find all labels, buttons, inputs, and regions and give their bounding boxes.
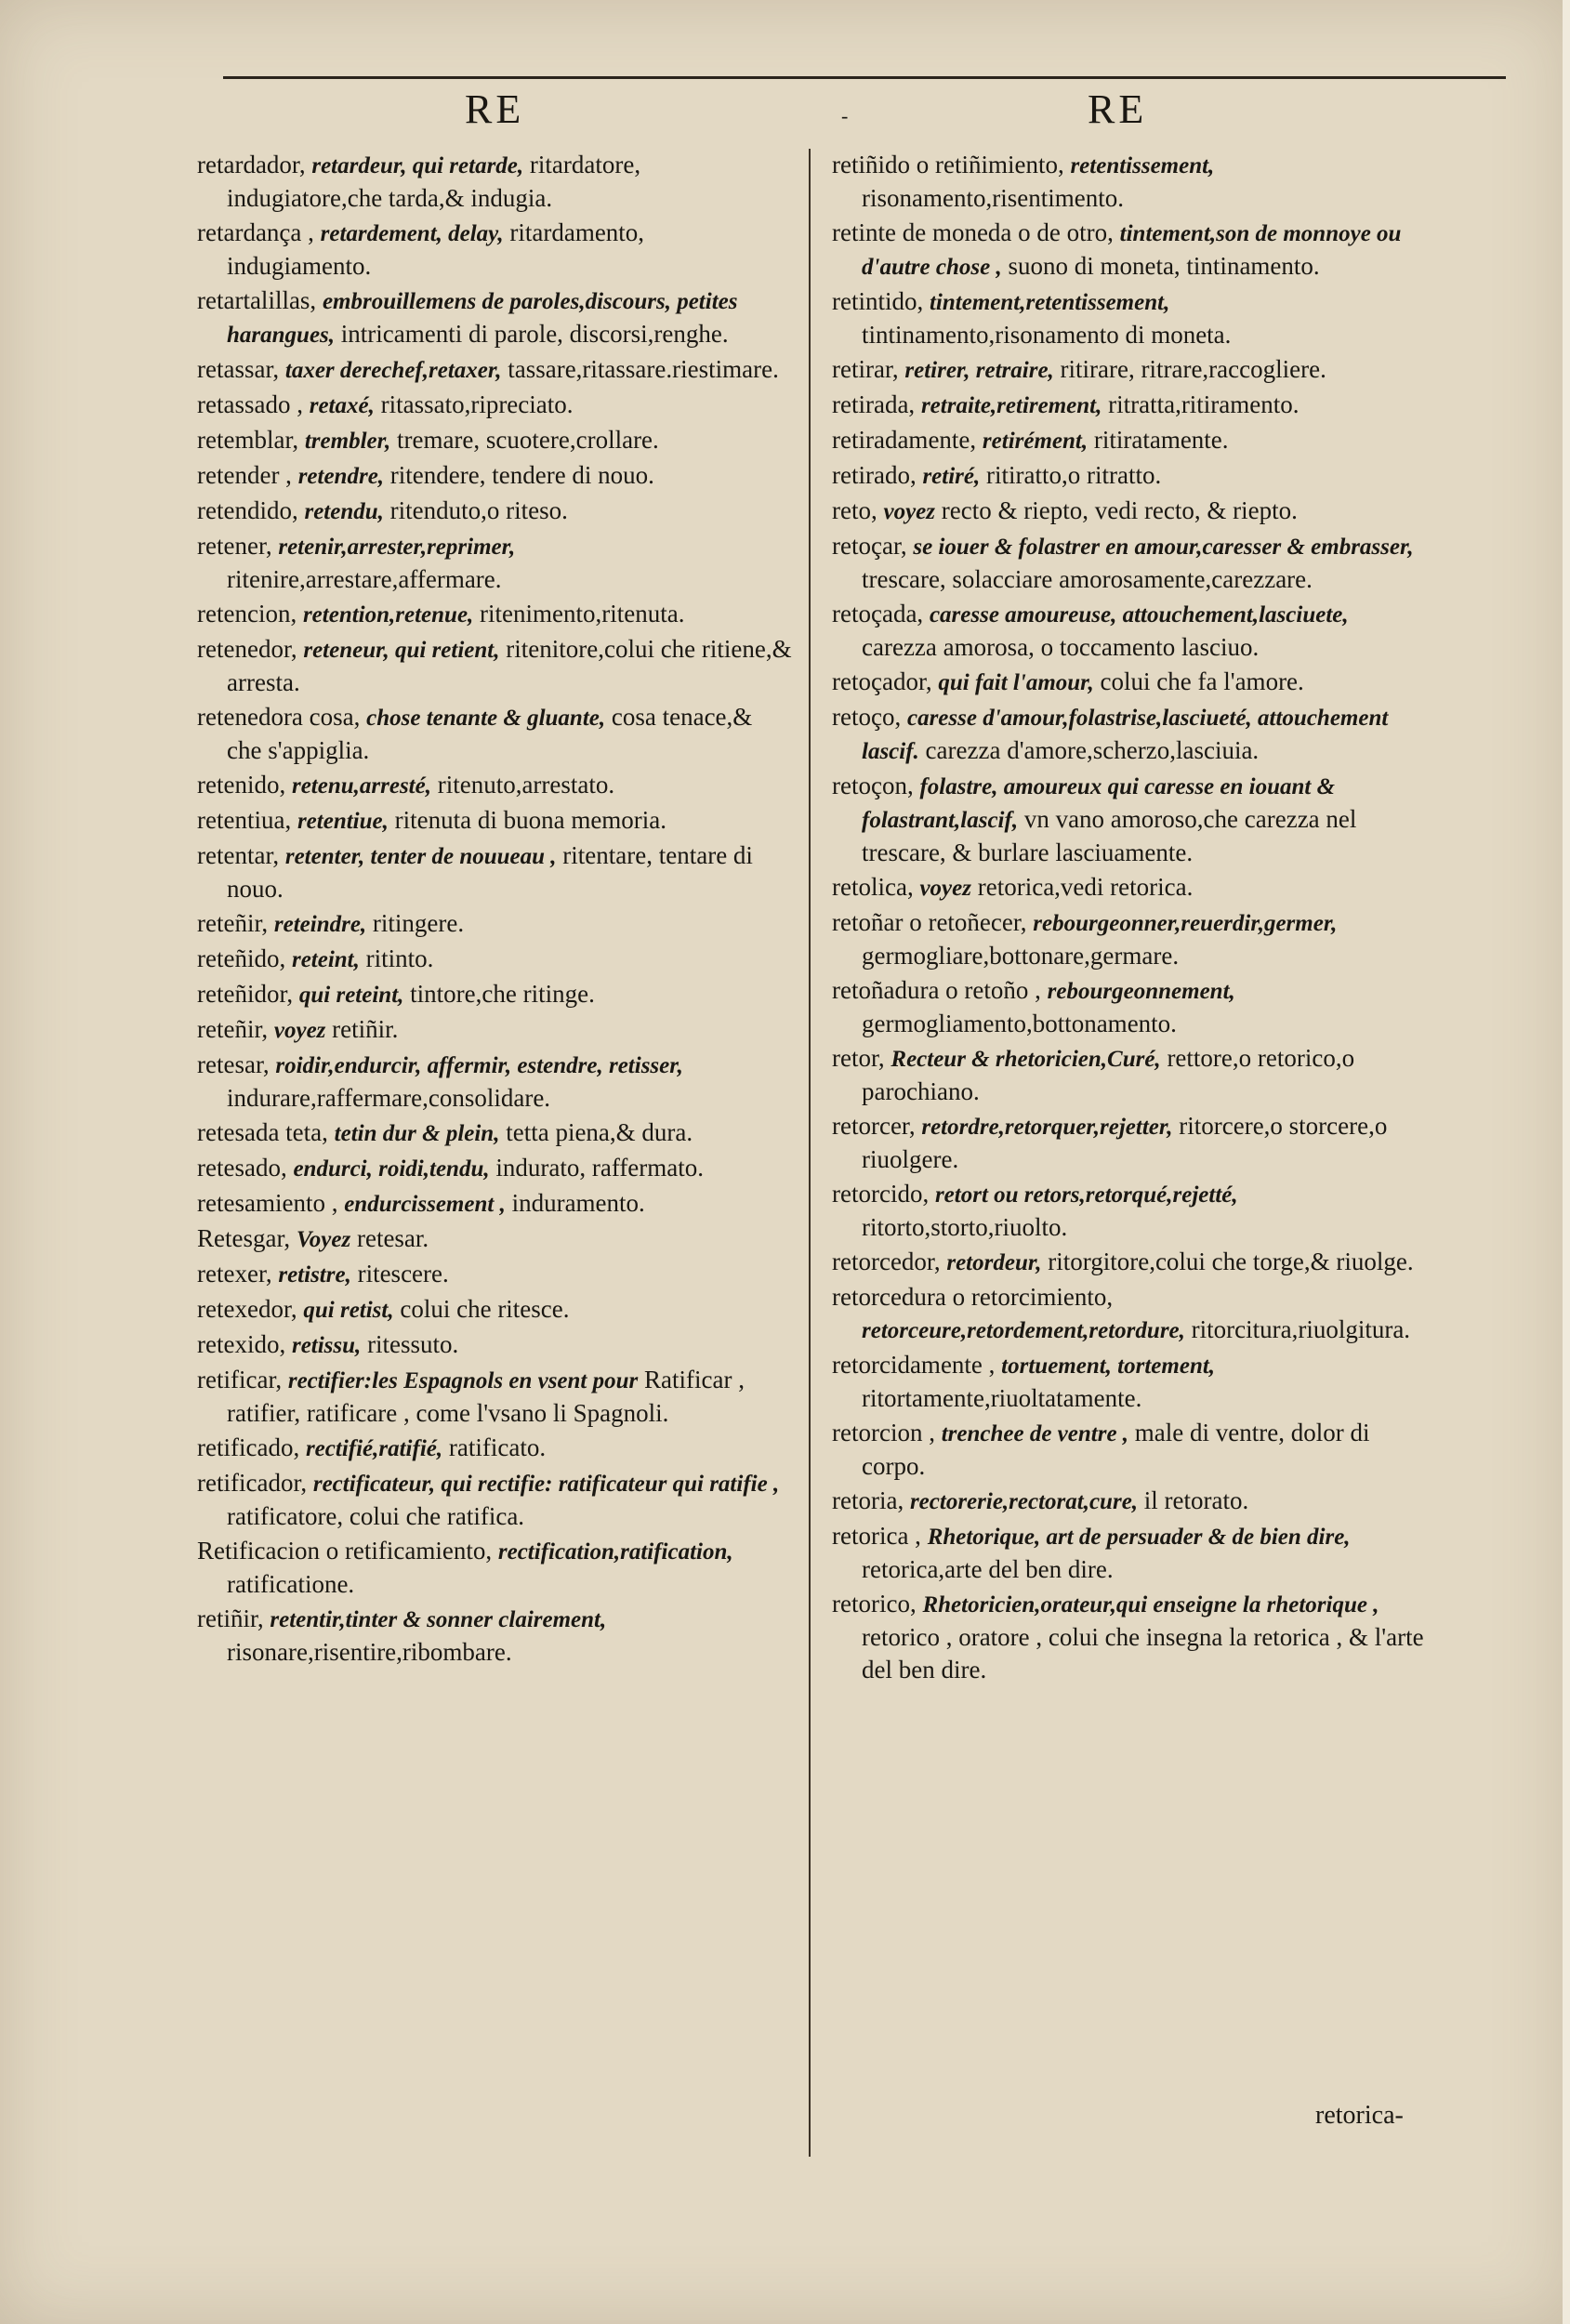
- dictionary-entry: [832, 285, 1427, 351]
- entry-italian: ritardamento, indugiamento.: [227, 218, 645, 280]
- entry-headword: retorcion ,: [832, 1419, 935, 1446]
- entry-french: retendu,: [304, 499, 384, 524]
- entry-headword: retenido,: [197, 771, 286, 799]
- dictionary-entry: [832, 149, 1427, 215]
- entry-italian: ritenitore,colui che ritiene,& arresta.: [227, 635, 792, 696]
- entry-italian: ritenimento,ritenuta.: [480, 600, 685, 627]
- entry-french: reteneur, qui retient,: [303, 638, 500, 663]
- entry-italian: tintore,che ritinge.: [410, 980, 595, 1008]
- entry-italian: retorico , oratore , colui che insegna la retorica , & l'arte del ben dire.: [862, 1623, 1424, 1684]
- entry-headword: retificado,: [197, 1433, 300, 1461]
- entry-headword: retesamiento ,: [197, 1189, 338, 1217]
- entry-headword: retardança ,: [197, 218, 314, 246]
- entry-headword: retiradamente,: [832, 426, 977, 454]
- entry-italian: ritorcitura,riuolgitura.: [1191, 1315, 1411, 1343]
- entry-italian: retesar.: [356, 1224, 429, 1252]
- entry-italian: indurato, raffermato.: [495, 1154, 705, 1182]
- entry-headword: retoçada,: [832, 600, 924, 627]
- dictionary-entry: [832, 770, 1427, 869]
- entry-headword: retoçar,: [832, 532, 907, 560]
- entry-italian: germogliare,bottonare,germare.: [862, 942, 1180, 970]
- dictionary-entry: [832, 1110, 1427, 1176]
- entry-italian: tetta piena,& dura.: [506, 1118, 693, 1146]
- dictionary-entry: [197, 701, 792, 767]
- entry-french: tortuement, tortement,: [1001, 1353, 1216, 1379]
- dictionary-entry: [832, 530, 1427, 596]
- dictionary-entry: [197, 353, 792, 387]
- entry-french: retentissement,: [1070, 153, 1215, 178]
- dictionary-entry: [197, 1222, 792, 1256]
- entry-italian: ritenire,arrestare,affermare.: [227, 565, 502, 593]
- dictionary-entry: [197, 424, 792, 457]
- entry-italian: rettore,o retorico,o parochiano.: [862, 1044, 1355, 1105]
- entry-headword: retesado,: [197, 1154, 287, 1182]
- dictionary-entry: [832, 459, 1427, 493]
- entry-italian: ritingere.: [372, 909, 465, 937]
- entry-french: retaxé,: [309, 393, 375, 418]
- entry-headword: retoçon,: [832, 772, 914, 799]
- dictionary-entry: [197, 839, 792, 905]
- entry-french: reteint,: [291, 947, 360, 972]
- dictionary-entry: [832, 353, 1427, 387]
- entry-french: tintement,son de monnoye ou d'autre chose ,: [862, 221, 1402, 280]
- entry-italian: ritorto,storto,riuolto.: [862, 1213, 1068, 1241]
- entry-headword: retassado ,: [197, 390, 303, 418]
- entry-french: roidir,endurcir, affermir, estendre, retisser,: [275, 1053, 683, 1078]
- entry-italian: ratificato.: [448, 1433, 547, 1461]
- dictionary-entry: [832, 1520, 1427, 1586]
- dictionary-entry: [197, 1013, 792, 1047]
- dictionary-entry: [832, 1588, 1427, 1686]
- entry-italian: ritendere, tendere di nouo.: [389, 461, 654, 489]
- dictionary-entry: [832, 598, 1427, 664]
- entry-french: retort ou retors,retorqué,rejetté,: [934, 1182, 1238, 1208]
- entry-headword: retirado,: [832, 461, 917, 489]
- dictionary-entry: [832, 1246, 1427, 1279]
- entry-french: embrouillemens de paroles,discours, petites harangues,: [227, 289, 738, 348]
- entry-headword: retorcer,: [832, 1112, 916, 1140]
- entry-french: retistre,: [278, 1262, 351, 1287]
- dictionary-entry: [197, 943, 792, 976]
- entry-headword: retorcidamente ,: [832, 1351, 996, 1379]
- entry-french: tintement,retentissement,: [929, 290, 1170, 315]
- entry-headword: retorcedura o retorcimiento,: [832, 1283, 1114, 1311]
- entry-french: se iouer & folastrer en amour,caresser & embrasser,: [913, 535, 1414, 560]
- column-divider: [809, 149, 811, 2157]
- entry-headword: retorico,: [832, 1590, 917, 1618]
- entry-french: rectificateur, qui rectifie: ratificateur qui ratifie ,: [312, 1472, 780, 1497]
- entry-italian: risonare,risentire,ribombare.: [227, 1638, 512, 1666]
- entry-french: retirément,: [982, 429, 1088, 454]
- page-edge: [1563, 0, 1570, 2324]
- dictionary-entry: [832, 666, 1427, 699]
- entry-headword: retoñar o retoñecer,: [832, 908, 1027, 936]
- entry-headword: retesar,: [197, 1050, 270, 1078]
- dictionary-entry: [832, 424, 1427, 457]
- dictionary-entry: [832, 1281, 1427, 1347]
- entry-headword: retencion,: [197, 600, 297, 627]
- entry-italian: carezza d'amore,scherzo,lasciuia.: [925, 736, 1260, 764]
- entry-italian: carezza amorosa, o toccamento lasciuo.: [862, 633, 1260, 661]
- entry-french: retardeur, qui retarde,: [311, 153, 524, 178]
- entry-italian: male di ventre, dolor di corpo.: [862, 1419, 1370, 1480]
- dictionary-entry: [197, 1535, 792, 1601]
- entry-italian: retorica,vedi retorica.: [977, 873, 1194, 901]
- entry-french: Rhetorique, art de persuader & de bien dire,: [927, 1525, 1351, 1550]
- catchword: retorica-: [1315, 2101, 1404, 2130]
- dictionary-entry: [197, 769, 792, 802]
- entry-headword: retenedora cosa,: [197, 703, 361, 731]
- entry-headword: retender ,: [197, 461, 292, 489]
- entry-headword: retassar,: [197, 355, 280, 383]
- entry-french: qui retist,: [303, 1298, 394, 1323]
- entry-french: taxer derechef,retaxer,: [284, 358, 502, 383]
- entry-italian: retiñir.: [332, 1015, 399, 1043]
- dictionary-entry: [197, 598, 792, 631]
- dictionary-entry: [832, 1178, 1427, 1244]
- dictionary-entry: [197, 1049, 792, 1115]
- dictionary-entry: [197, 804, 792, 838]
- entry-french: qui reteint,: [298, 983, 404, 1008]
- dictionary-entry: [197, 1116, 792, 1150]
- entry-italian: ritardatore, indugiatore,che tarda,& indugia.: [227, 151, 641, 212]
- entry-italian: ritorcere,o storcere,o riuolgere.: [862, 1112, 1388, 1173]
- entry-italian: risonamento,risentimento.: [862, 184, 1124, 212]
- entry-italian: ritiratamente.: [1093, 426, 1229, 454]
- dictionary-entry: [197, 1467, 792, 1533]
- entry-headword: retoçador,: [832, 667, 932, 695]
- entry-headword: retenedor,: [197, 635, 297, 663]
- entry-french: retentiue,: [297, 809, 389, 834]
- dictionary-entry: [197, 495, 792, 528]
- entry-italian: retorica,arte del ben dire.: [862, 1555, 1114, 1583]
- entry-italian: recto & riepto, vedi recto, & riepto.: [941, 496, 1298, 524]
- entry-headword: retirada,: [832, 390, 916, 418]
- entry-french: rectifier:les Espagnols en vsent pour: [287, 1368, 639, 1393]
- entry-french: retordeur,: [946, 1250, 1042, 1275]
- dictionary-entry: [197, 389, 792, 422]
- entry-headword: retoñadura o retoño ,: [832, 976, 1041, 1004]
- entry-headword: retendido,: [197, 496, 298, 524]
- dictionary-entry: [832, 1042, 1427, 1108]
- dictionary-entry: [197, 633, 792, 699]
- entry-headword: retorica ,: [832, 1522, 921, 1550]
- dictionary-entry: [197, 1187, 792, 1221]
- entry-french: endurcissement ,: [344, 1192, 506, 1217]
- entry-french: retardement, delay,: [320, 221, 504, 246]
- entry-italian: ratificatore, colui che ratifica.: [227, 1502, 525, 1530]
- entry-italian: ritratta,ritiramento.: [1108, 390, 1300, 418]
- entry-french: retissu,: [291, 1333, 362, 1358]
- entry-italian: induramento.: [511, 1189, 645, 1217]
- entry-headword: retentiua,: [197, 806, 292, 834]
- dictionary-entry: [197, 284, 792, 351]
- entry-headword: Retificacion o retificamiento,: [197, 1537, 493, 1565]
- entry-italian: tremare, scuotere,crollare.: [396, 426, 659, 454]
- entry-headword: retorcedor,: [832, 1248, 941, 1275]
- entry-headword: retificar,: [197, 1366, 283, 1393]
- entry-italian: ritorgitore,colui che torge,& riuolge.: [1048, 1248, 1414, 1275]
- dictionary-entry: [197, 1152, 792, 1185]
- entry-italian: vn vano amoroso,che carezza nel trescare, & burlare lasciuamente.: [862, 805, 1357, 866]
- entry-french: tetin dur & plein,: [334, 1121, 500, 1146]
- entry-french: caresse d'amour,folastrise,lasciueté, attouchement lascif.: [862, 706, 1389, 764]
- entry-headword: retorcido,: [832, 1180, 930, 1208]
- entry-italian: ratificatione.: [227, 1570, 355, 1598]
- entry-french: retention,retenue,: [302, 602, 474, 627]
- dictionary-entry: [197, 1603, 792, 1669]
- entry-headword: retolica,: [832, 873, 914, 901]
- entry-italian: ritenuto,arrestato.: [437, 771, 615, 799]
- entry-headword: retexer,: [197, 1260, 272, 1287]
- entry-french: Recteur & rhetoricien,Curé,: [891, 1047, 1161, 1072]
- dictionary-entry: [197, 978, 792, 1011]
- entry-italian: colui che fa l'amore.: [1100, 667, 1304, 695]
- entry-italian: indurare,raffermare,consolidare.: [227, 1084, 551, 1112]
- entry-french: rectorerie,rectorat,cure,: [909, 1489, 1139, 1514]
- entry-headword: reteñidor,: [197, 980, 294, 1008]
- entry-headword: Retesgar,: [197, 1224, 291, 1252]
- entry-headword: retiñir,: [197, 1604, 264, 1632]
- entry-french: retorceure,retordement,retordure,: [862, 1318, 1185, 1343]
- entry-italian: tintinamento,risonamento di moneta.: [862, 321, 1232, 349]
- entry-french: Voyez: [296, 1227, 351, 1252]
- right-running-headword: RE: [1088, 86, 1148, 132]
- entry-french: folastre, amoureux qui caresse en iouant & folastrant,lascif,: [862, 774, 1336, 833]
- entry-headword: retexido,: [197, 1330, 286, 1358]
- entry-italian: ritiratto,o ritratto.: [986, 461, 1162, 489]
- dictionary-entry: [197, 149, 792, 215]
- entry-italian: Ratificar , ratifier, ratificare , come l'vsano li Spagnoli.: [227, 1366, 745, 1427]
- dictionary-entry: [832, 974, 1427, 1040]
- entry-italian: ritinto.: [365, 944, 434, 972]
- entry-headword: retoria,: [832, 1486, 904, 1514]
- dictionary-entry: [832, 701, 1427, 768]
- entry-italian: suono di moneta, tintinamento.: [1008, 252, 1320, 280]
- left-column: [197, 149, 792, 1670]
- entry-italian: intricamenti di parole, discorsi,renghe.: [340, 320, 729, 348]
- dictionary-entry: [832, 217, 1427, 284]
- entry-french: rectifié,ratifié,: [305, 1436, 443, 1461]
- entry-italian: trescare, solacciare amorosamente,carezzare.: [862, 565, 1313, 593]
- entry-french: reteindre,: [273, 912, 367, 937]
- entry-headword: retintido,: [832, 287, 924, 315]
- entry-headword: retentar,: [197, 841, 280, 869]
- entry-italian: ritirare, ritrare,raccogliere.: [1060, 355, 1326, 383]
- header-rule: [223, 76, 1506, 79]
- entry-italian: il retorato.: [1143, 1486, 1249, 1514]
- entry-french: retirer, retraire,: [904, 358, 1054, 383]
- dictionary-entry: [197, 1293, 792, 1327]
- entry-french: retentir,tinter & sonner clairement,: [270, 1607, 607, 1632]
- entry-italian: germogliamento,bottonamento.: [862, 1010, 1177, 1037]
- entry-french: retiré,: [922, 464, 981, 489]
- entry-headword: retartalillas,: [197, 286, 317, 314]
- entry-italian: cosa tenace,& che s'appiglia.: [227, 703, 753, 764]
- entry-french: rebourgeonnement,: [1047, 979, 1235, 1004]
- dictionary-entry: [197, 217, 792, 283]
- entry-italian: ritentare, tentare di nouo.: [227, 841, 753, 903]
- entry-french: voyez: [883, 499, 936, 524]
- entry-french: voyez: [273, 1018, 326, 1043]
- entry-french: trenchee de ventre ,: [941, 1421, 1129, 1446]
- dictionary-entry: [832, 389, 1427, 422]
- left-running-headword: RE: [465, 86, 525, 132]
- dictionary-entry: [832, 1417, 1427, 1483]
- entry-italian: ritassato,ripreciato.: [380, 390, 574, 418]
- dictionary-entry: [197, 907, 792, 941]
- entry-italian: colui che ritesce.: [400, 1295, 570, 1323]
- dictionary-entry: [832, 906, 1427, 972]
- dictionary-entry: [832, 495, 1427, 528]
- entry-headword: reteñido,: [197, 944, 286, 972]
- entry-french: retenter, tenter de nouueau ,: [284, 844, 557, 869]
- entry-headword: retor,: [832, 1044, 885, 1072]
- dictionary-entry: [197, 1432, 792, 1465]
- entry-french: retendre,: [297, 464, 385, 489]
- dictionary-entry: [832, 1485, 1427, 1518]
- entry-italian: ritescere.: [357, 1260, 449, 1287]
- right-column: [832, 149, 1427, 1688]
- dictionary-entry: [197, 459, 792, 493]
- entry-headword: retardador,: [197, 151, 306, 178]
- entry-french: trembler,: [304, 429, 391, 454]
- entry-french: qui fait l'amour,: [938, 670, 1094, 695]
- entry-french: chose tenante & gluante,: [366, 706, 606, 731]
- entry-french: caresse amoureuse, attouchement,lasciuete,: [929, 602, 1349, 627]
- dictionary-entry: [197, 1364, 792, 1430]
- entry-headword: retificador,: [197, 1469, 308, 1497]
- entry-french: retordre,retorquer,rejetter,: [921, 1115, 1173, 1140]
- entry-french: retenu,arresté,: [291, 773, 431, 799]
- entry-italian: ritessuto.: [367, 1330, 459, 1358]
- dictionary-entry: [832, 871, 1427, 905]
- dictionary-entry: [832, 1349, 1427, 1415]
- entry-headword: reto,: [832, 496, 877, 524]
- entry-italian: tassare,ritassare.riestimare.: [508, 355, 779, 383]
- entry-headword: reteñir,: [197, 1015, 269, 1043]
- entry-headword: retemblar,: [197, 426, 299, 454]
- entry-headword: reteñir,: [197, 909, 269, 937]
- entry-french: retraite,retirement,: [920, 393, 1102, 418]
- entry-italian: ritenduto,o riteso.: [389, 496, 568, 524]
- entry-headword: retinte de moneda o de otro,: [832, 218, 1114, 246]
- dictionary-entry: [197, 1328, 792, 1362]
- entry-headword: retexedor,: [197, 1295, 297, 1323]
- entry-headword: retiñido o retiñimiento,: [832, 151, 1064, 178]
- entry-italian: ritenuta di buona memoria.: [394, 806, 667, 834]
- dictionary-entry: [197, 530, 792, 596]
- entry-french: endurci, roidi,tendu,: [293, 1156, 490, 1182]
- entry-headword: retoço,: [832, 703, 902, 731]
- entry-french: retenir,arrester,reprimer,: [278, 535, 516, 560]
- entry-french: rebourgeonner,reuerdir,germer,: [1033, 911, 1338, 936]
- entry-headword: retesada teta,: [197, 1118, 328, 1146]
- entry-french: voyez: [919, 876, 971, 901]
- entry-french: rectification,ratification,: [497, 1539, 733, 1565]
- header-separator: -: [841, 104, 849, 127]
- entry-french: Rhetoricien,orateur,qui enseigne la rhetorique ,: [922, 1592, 1379, 1618]
- dictionary-entry: [197, 1258, 792, 1291]
- entry-headword: retirar,: [832, 355, 899, 383]
- entry-headword: retener,: [197, 532, 272, 560]
- entry-italian: ritortamente,riuoltatamente.: [862, 1384, 1142, 1412]
